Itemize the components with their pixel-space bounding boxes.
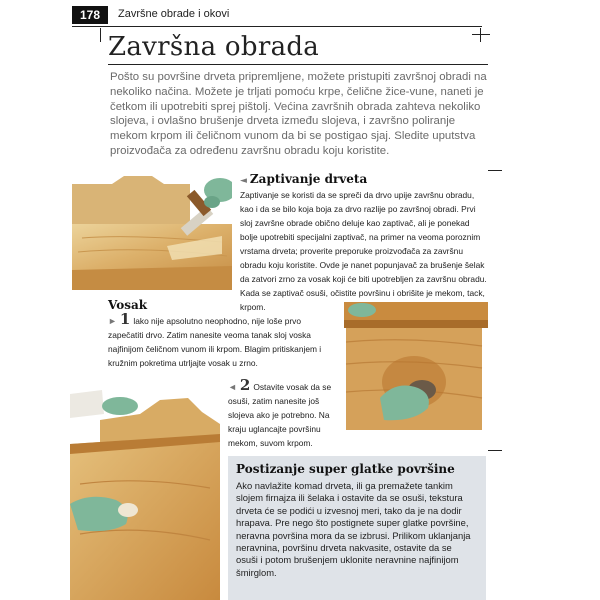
right-arrow-icon: ► [108, 316, 117, 326]
sealing-section [240, 172, 488, 314]
left-arrow-icon: ◄ [240, 176, 247, 186]
step-text: Ostavite vosak da se osuši, zatim nanesite još slojeva ako je potrebno. Na kraju uglancajte površinu mekom, suvom krpom. [228, 382, 332, 448]
page-number: 178 [72, 6, 108, 24]
panel-title: Postizanje super glatke površine [236, 462, 455, 476]
wax-step-2 [228, 378, 338, 450]
page-title: Završna obrada [108, 32, 320, 62]
crop-mark [488, 450, 502, 451]
sealing-photo [72, 176, 232, 290]
panel-body: Ako navlažite komad drveta, ili ga premažete tankim slojem firnajza ili šelaka i ostavite da se osuši, tekstura drveta će se podići u izvesnoj meri, tako da je na dodir hrapava. Pre nego što postignete super glatke površine, neravna površina mora da se izbrusi. Prilikom uklanjanja neravnina, površinu drveta nakvasite, ostavite da se osuši i potom brušenjem uklonite neravnine najfinijom šmirglom. [236, 480, 471, 578]
crop-mark [100, 28, 101, 42]
header-rule [72, 26, 482, 27]
crop-mark [480, 28, 481, 42]
wax-title: Vosak [108, 298, 148, 312]
left-arrow-icon: ◄ [228, 382, 237, 392]
step-text: lako nije apsolutno neophodno, nije loše prvo zapečatiti drvo. Zatim nanesite veoma tanak sloj voska najfinijom čeličnom vunom ili krpom. Blagim pritiskanjem i kružnim pokretima utrljajte vosak u zrno. [108, 316, 322, 368]
sealing-body: Zaptivanje se koristi da se spreči da drvo upije završnu obradu, kao i da se bilo koja boja za drvo razlije po završnoj obradi. Prvi sloj završne obrade obično deluje kao zaptivač, ali je ponekad bolje upotrebiti specijalni zaptivač, na primer na veoma poroznim vrstama drveta; proverite preporuke proizvođača za završnu obradu koju koristite. Ovde je nanet popunjavač za brušenje šelak da zatvori zrno za vosak koji će biti upotrebljen za završnu obradu. Kada se zaptivač osuši, očistite površinu i obrišite je mekom, tack, krpom. [240, 190, 487, 312]
step-number: 2 [239, 376, 251, 394]
sealing-heading [240, 172, 488, 186]
wax-step-1-photo [340, 302, 488, 430]
sealing-title: Zaptivanje drveta [249, 172, 368, 186]
smooth-surface-panel [228, 456, 486, 600]
crop-mark [488, 170, 502, 171]
intro-paragraph: Pošto su površine drveta pripremljene, možete pristupiti završnoj obradi na nekoliko načina. Možete je trljati pomoću krpe, čelične žice-vune, naneti je četkom ili upotrebiti sprej pištolj. Većina završnih obrada zahteva nekoliko slojeva, i ovlašno brušenje drveta između slojeva, i završno poliranje mekom krpom ili čeličnom vunom da bi se postigao sjaj. Sledite uputstva proizvođača za određenu završnu obradu koju koristite. [110, 71, 487, 157]
step-number: 1 [119, 310, 131, 328]
title-rule [108, 64, 488, 65]
wax-step-2-photo [70, 384, 220, 600]
running-head: Završne obrade i okovi [118, 8, 230, 20]
wax-section [108, 298, 336, 370]
crop-mark [472, 34, 490, 35]
wax-step-1 [108, 312, 336, 370]
